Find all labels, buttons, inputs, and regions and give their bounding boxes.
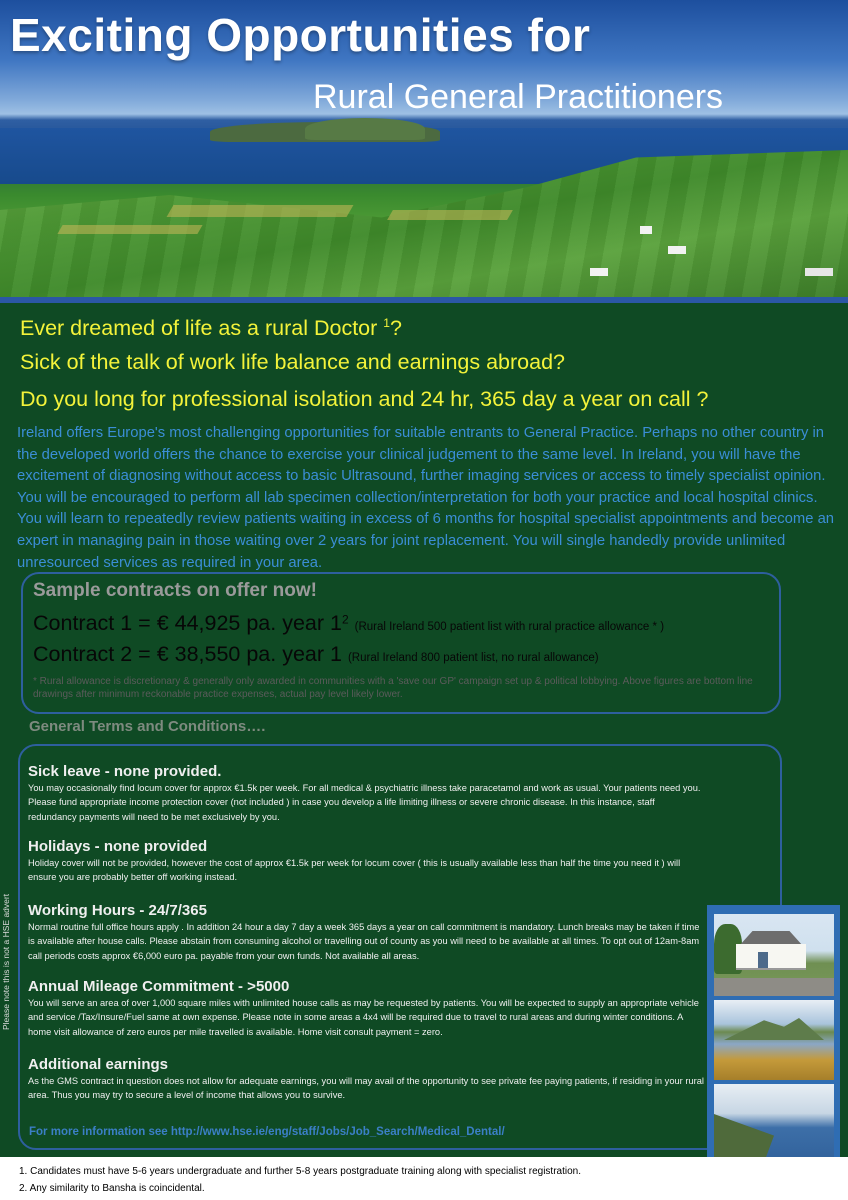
contract-2-note: (Rural Ireland 800 patient list, no rural allowance) [347, 652, 599, 664]
working-hours-text: Normal routine full office hours apply . In addition 24 hour a day 7 day a week 365 days a year on call commitment is mandatory. Lunch breaks may be taken if time is available after house calls. Please abstain from consuming alcohol or travelling out of county as you will need to be available at all times. To opt out of 12am-8am call periods costs approx €6,000 euro pa. payable from your own funds. Not available all areas. [28, 922, 700, 961]
contract-1 [33, 611, 664, 636]
mountain [724, 1018, 824, 1040]
holidays-heading: Holidays - none provided [28, 838, 208, 855]
question-2: Sick of the talk of work life balance and earnings abroad? [20, 350, 565, 374]
footnote-ref: 2 [341, 612, 349, 627]
footnote-1: 1. Candidates must have 5-6 years undergraduate and further 5-8 years postgraduate training along with specialist registration. [19, 1166, 581, 1177]
footnotes [0, 1157, 848, 1200]
island [305, 118, 425, 140]
additional-earnings-heading: Additional earnings [28, 1056, 169, 1073]
holidays-text: Holiday cover will not be provided, however the cost of approx €1.5k per week for locum cover ( this is usually available less than half the time you need it ) will ensure you are probably better off working instead. [28, 858, 681, 883]
contracts-title: Sample contracts on offer now! [33, 580, 317, 601]
field [57, 225, 202, 234]
house [805, 268, 833, 276]
coast-photo [714, 1084, 834, 1168]
allowance-footnote: * Rural allowance is discretionary & generally only awarded in communities with a 'save our GP' campaign set up & political lobbying. Above figures are bottom line drawings after minimum reckonable practice expenses, actual pay level likely lower. [33, 676, 753, 700]
hero-image [0, 0, 848, 300]
field [167, 205, 354, 217]
contract-1-amount: Contract 1 = € 44,925 pa. year 1 [33, 611, 342, 635]
footnote-2: 2. Any similarity to Bansha is coincidental. [19, 1183, 205, 1194]
cottage-photo [714, 914, 834, 996]
terms-title: General Terms and Conditions…. [29, 718, 266, 735]
question-mark: ? [389, 316, 402, 341]
page-title: Exciting Opportunities for [10, 9, 591, 61]
cottage-door [758, 952, 768, 968]
house [590, 268, 608, 276]
question-1 [20, 316, 402, 341]
cottage [736, 944, 806, 970]
contract-2-amount: Contract 2 = € 38,550 pa. year 1 [33, 642, 342, 666]
page-subtitle: Rural General Practitioners [313, 78, 724, 116]
sick-leave-text: You may occasionally find locum cover for approx €1.5k per week. For all medical & psychiatric illness take paracetamol and work as usual. Your patients need you. Please fund appropriate income protection cover (not included ) in case you develop a life limiting illness or severe chronic disease. In this instance, staff redundancy payments will need to be met exclusively by you. [28, 783, 701, 822]
additional-earnings-text: As the GMS contract in question does not allow for adequate earnings, you will may avail of the opportunity to see private fee paying patients, if residing in your rural area. Thus you may try to secure a level of income that allows you to survive. [28, 1076, 704, 1101]
contract-1-note: (Rural Ireland 500 patient list with rural practice allowance * ) [354, 621, 665, 633]
intro-paragraph: Ireland offers Europe's most challenging opportunities for suitable entrants to General Practice. Perhaps no other country in the developed world offers the chance to exercise your clinical judgement to the same level. In Ireland, you will have the excitement of diagnosing without access to basic Ultrasound, further imaging services or access to timely specialist opinion. You will be encouraged to perform all lab specimen collection/interpretation for both your practice and local hospital clinics. You will learn to repeatedly review patients waiting in excess of 6 months for hospital specialist appointments and become an expert in managing pain in those waiting over 2 years for joint replacement. You will single handedly provide unlimited unresourced services as required in your area. [17, 425, 835, 571]
side-disclaimer: Please note this is not a HSE advert [1, 893, 11, 1030]
info-link[interactable]: For more information see http://www.hse.ie/eng/staff/Jobs/Job_Search/Medical_Dental/ [29, 1126, 505, 1138]
road [714, 978, 834, 996]
sick-leave-heading: Sick leave - none provided. [28, 763, 222, 780]
field [387, 210, 513, 220]
mileage-text: You will serve an area of over 1,000 square miles with unlimited house calls as may be requested by patients. You will be expected to supply an appropriate vehicle and service /Tax/Insure/Fuel same at own expense. Please note in some areas a 4x4 will be required due to travel to rural areas and during winter conditions. A home visit allowance of zero euros per mile travelled is available. Home visit consult payment = zero. [28, 998, 699, 1037]
cottage-roof [734, 931, 808, 945]
house [668, 246, 686, 254]
lake-photo [714, 1000, 834, 1080]
house [640, 226, 652, 234]
photo-strip [707, 905, 840, 1171]
working-hours-heading: Working Hours - 24/7/365 [28, 902, 207, 919]
question-1-text: Ever dreamed of life as a rural Doctor [20, 316, 378, 341]
contract-2 [33, 642, 599, 667]
footnote-ref: 1 [383, 316, 390, 330]
mileage-heading: Annual Mileage Commitment - >5000 [28, 978, 290, 995]
question-3: Do you long for professional isolation and 24 hr, 365 day a year on call ? [20, 387, 709, 411]
